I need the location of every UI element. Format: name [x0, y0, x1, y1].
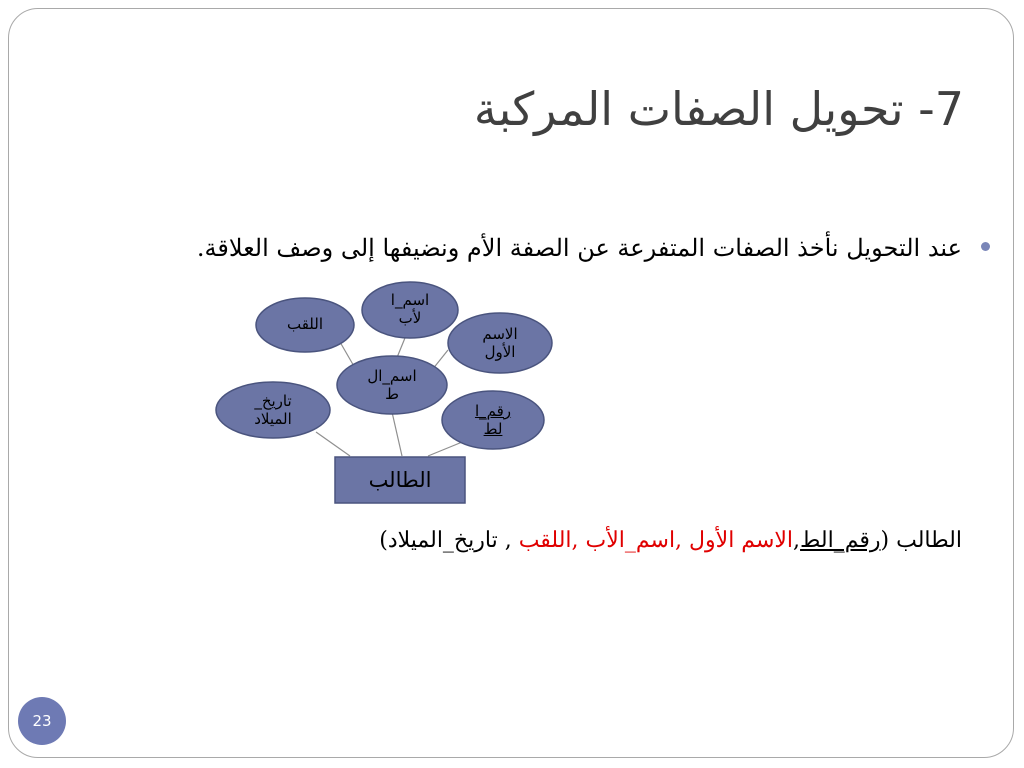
- attr-raqm-label: رقم_ا لط: [474, 402, 512, 438]
- page-number-badge: 23: [18, 697, 66, 745]
- relation-key: رقم_الط: [800, 528, 881, 553]
- relation-red-attrs: الاسم الأول ,اسم_الأب ,اللقب: [518, 528, 794, 553]
- slide-title: 7- تحويل الصفات المركبة: [473, 82, 964, 136]
- relation-sep2: ,: [497, 528, 519, 553]
- attr-tarikh-label: تاريخ_ الميلاد: [254, 392, 292, 428]
- relation-schema: [379, 528, 962, 553]
- attr-ism-ab-label: اسم_ا لأب: [390, 291, 430, 327]
- attr-ism-awal-label: الاسم الأول: [482, 325, 518, 361]
- relation-sep1: ,: [793, 528, 801, 553]
- relation-name: الطالب: [896, 528, 962, 553]
- composite-label: اسم_ال ط: [367, 367, 417, 403]
- line-tarikh: [316, 432, 350, 456]
- entity-label: الطالب: [368, 468, 432, 492]
- relation-last-attr: تاريخ_الميلاد: [387, 528, 498, 553]
- attr-laqab-label: اللقب: [286, 315, 324, 333]
- relation-close-paren: ): [379, 528, 388, 553]
- relation-open-paren: (: [880, 528, 890, 553]
- line-composite: [392, 412, 402, 456]
- bullet-text: عند التحويل نأخذ الصفات المتفرعة عن الصفة الأم ونضيفها إلى وصف العلاقة.: [196, 234, 962, 262]
